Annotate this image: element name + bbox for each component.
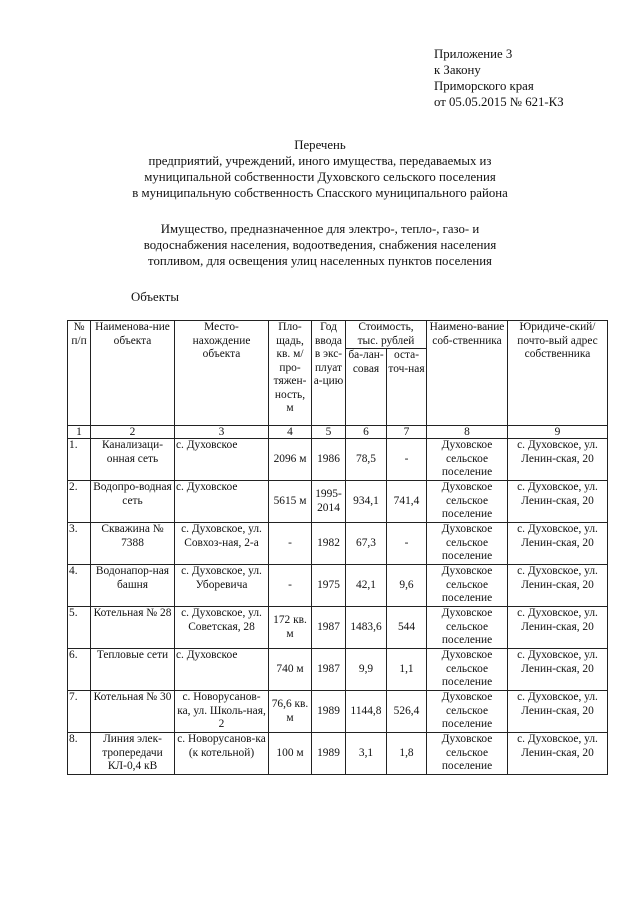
cell-year: 1995-2014 — [312, 481, 346, 523]
cell-book-value: 42,1 — [346, 565, 387, 607]
header-location: Место-нахождение объекта — [175, 321, 269, 426]
cell-owner: Духовское сельское поселение — [427, 733, 508, 775]
cell-name: Котельная № 30 — [91, 691, 175, 733]
table-row — [68, 607, 608, 649]
document-title — [0, 137, 640, 201]
cell-owner-address: с. Духовское, ул. Ленин-ская, 20 — [508, 565, 608, 607]
cell-location: с. Новорусанов-ка, ул. Школь-ная, 2 — [175, 691, 269, 733]
cell-owner-address: с. Духовское, ул. Ленин-ская, 20 — [508, 607, 608, 649]
cell-year: 1989 — [312, 691, 346, 733]
cell-owner: Духовское сельское поселение — [427, 607, 508, 649]
column-number: 7 — [387, 426, 427, 439]
cell-name: Скважина № 7388 — [91, 523, 175, 565]
cell-residual-value: 1,8 — [387, 733, 427, 775]
table-row — [68, 691, 608, 733]
cell-num: 3. — [68, 523, 91, 565]
header-year: Год ввода в экс-плуата-цию — [312, 321, 346, 426]
cell-name: Тепловые сети — [91, 649, 175, 691]
subtitle-line: топливом, для освещения улиц населенных пунктов поселения — [148, 254, 492, 268]
header-cost-residual: оста-точ-ная — [387, 349, 427, 426]
cell-owner: Духовское сельское поселение — [427, 481, 508, 523]
column-number: 9 — [508, 426, 608, 439]
appendix-block — [434, 46, 564, 110]
table-header-row — [68, 321, 608, 349]
cell-location: с. Духовское, ул. Совхоз-ная, 2-а — [175, 523, 269, 565]
cell-year: 1975 — [312, 565, 346, 607]
header-cost-book: ба-лан-совая — [346, 349, 387, 426]
header-cost: Стоимость, тыс. рублей — [346, 321, 427, 349]
cell-residual-value: 526,4 — [387, 691, 427, 733]
header-name: Наименова-ние объекта — [91, 321, 175, 426]
cell-area: 76,6 кв. м — [269, 691, 312, 733]
cell-owner-address: с. Духовское, ул. Ленин-ская, 20 — [508, 649, 608, 691]
title-line: Перечень — [294, 138, 346, 152]
cell-num: 8. — [68, 733, 91, 775]
cell-area: 100 м — [269, 733, 312, 775]
cell-location: с. Духовское — [175, 481, 269, 523]
column-number: 1 — [68, 426, 91, 439]
table-row — [68, 733, 608, 775]
appendix-line: Приложение 3 — [434, 47, 513, 61]
appendix-line: от 05.05.2015 № 621-КЗ — [434, 95, 564, 109]
table-row — [68, 439, 608, 481]
cell-name: Водопро-водная сеть — [91, 481, 175, 523]
cell-owner: Духовское сельское поселение — [427, 565, 508, 607]
cell-area: 172 кв. м — [269, 607, 312, 649]
cell-num: 2. — [68, 481, 91, 523]
header-owner-address: Юридиче-ский/почто-вый адрес собственника — [508, 321, 608, 426]
cell-book-value: 78,5 — [346, 439, 387, 481]
cell-name: Водонапор-ная башня — [91, 565, 175, 607]
table-row — [68, 649, 608, 691]
cell-area: 5615 м — [269, 481, 312, 523]
title-line: муниципальной собственности Духовского сельского поселения — [144, 170, 496, 184]
header-owner: Наимено-вание соб-ственника — [427, 321, 508, 426]
cell-location: с. Духовское, ул. Уборевича — [175, 565, 269, 607]
cell-book-value: 3,1 — [346, 733, 387, 775]
cell-owner-address: с. Духовское, ул. Ленин-ская, 20 — [508, 733, 608, 775]
cell-book-value: 1144,8 — [346, 691, 387, 733]
column-number: 6 — [346, 426, 387, 439]
cell-residual-value: - — [387, 523, 427, 565]
cell-name: Канализаци-онная сеть — [91, 439, 175, 481]
cell-area: - — [269, 523, 312, 565]
cell-location: с. Новорусанов-ка (к котельной) — [175, 733, 269, 775]
cell-area: - — [269, 565, 312, 607]
cell-year: 1982 — [312, 523, 346, 565]
cell-year: 1989 — [312, 733, 346, 775]
cell-owner-address: с. Духовское, ул. Ленин-ская, 20 — [508, 691, 608, 733]
cell-area: 740 м — [269, 649, 312, 691]
table-row — [68, 481, 608, 523]
title-line: предприятий, учреждений, иного имущества, передаваемых из — [148, 154, 492, 168]
cell-num: 1. — [68, 439, 91, 481]
column-number: 8 — [427, 426, 508, 439]
cell-residual-value: 544 — [387, 607, 427, 649]
cell-book-value: 934,1 — [346, 481, 387, 523]
cell-book-value: 9,9 — [346, 649, 387, 691]
table-row — [68, 565, 608, 607]
title-line: в муниципальную собственность Спасского муниципального района — [132, 186, 508, 200]
cell-owner-address: с. Духовское, ул. Ленин-ская, 20 — [508, 439, 608, 481]
column-number: 3 — [175, 426, 269, 439]
section-label: Объекты — [131, 290, 179, 304]
cell-residual-value: - — [387, 439, 427, 481]
document-subtitle — [0, 221, 640, 269]
cell-owner: Духовское сельское поселение — [427, 691, 508, 733]
cell-num: 6. — [68, 649, 91, 691]
cell-location: с. Духовское — [175, 439, 269, 481]
header-area: Пло-щадь, кв. м/ про-тяжен-ность, м — [269, 321, 312, 426]
appendix-line: к Закону — [434, 63, 481, 77]
cell-owner-address: с. Духовское, ул. Ленин-ская, 20 — [508, 523, 608, 565]
column-number: 4 — [269, 426, 312, 439]
table-row — [68, 523, 608, 565]
cell-owner-address: с. Духовское, ул. Ленин-ская, 20 — [508, 481, 608, 523]
cell-num: 5. — [68, 607, 91, 649]
cell-owner: Духовское сельское поселение — [427, 439, 508, 481]
cell-location: с. Духовское — [175, 649, 269, 691]
cell-owner: Духовское сельское поселение — [427, 523, 508, 565]
cell-year: 1987 — [312, 649, 346, 691]
cell-location: с. Духовское, ул. Советская, 28 — [175, 607, 269, 649]
column-number: 2 — [91, 426, 175, 439]
cell-name: Котельная № 28 — [91, 607, 175, 649]
cell-num: 4. — [68, 565, 91, 607]
appendix-line: Приморского края — [434, 79, 534, 93]
cell-residual-value: 741,4 — [387, 481, 427, 523]
cell-book-value: 67,3 — [346, 523, 387, 565]
column-number: 5 — [312, 426, 346, 439]
cell-residual-value: 1,1 — [387, 649, 427, 691]
cell-owner: Духовское сельское поселение — [427, 649, 508, 691]
cell-residual-value: 9,6 — [387, 565, 427, 607]
column-numbers-row — [68, 426, 608, 439]
cell-num: 7. — [68, 691, 91, 733]
objects-table — [67, 320, 608, 775]
cell-year: 1986 — [312, 439, 346, 481]
header-num: № п/п — [68, 321, 91, 426]
cell-book-value: 1483,6 — [346, 607, 387, 649]
cell-name: Линия элек-тропередачи КЛ-0,4 кВ — [91, 733, 175, 775]
subtitle-line: водоснабжения населения, водоотведения, снабжения населения — [143, 238, 497, 252]
cell-area: 2096 м — [269, 439, 312, 481]
subtitle-line: Имущество, предназначенное для электро-, тепло-, газо- и — [160, 222, 480, 236]
cell-year: 1987 — [312, 607, 346, 649]
